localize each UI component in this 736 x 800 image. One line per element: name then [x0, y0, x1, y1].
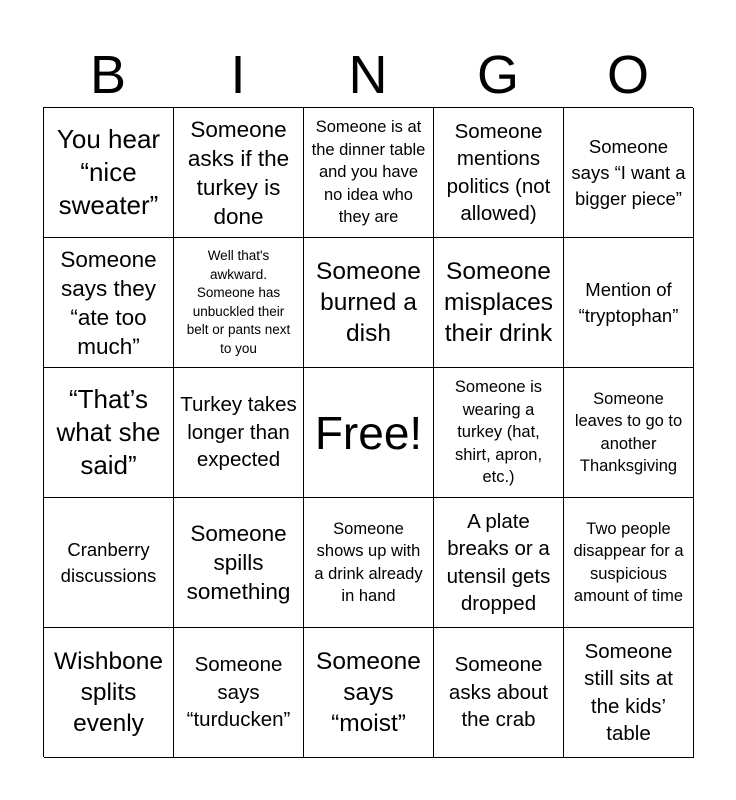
cell-text: Someone still sits at the kids’ table [584, 639, 673, 745]
header-letter-i: I [230, 45, 246, 105]
header-letter-g: G [476, 45, 519, 105]
bingo-header [43, 44, 693, 106]
cell-text: Someone says they “ate too much” [60, 246, 157, 359]
cell-text: Someone says “I want a bigger piece” [571, 135, 686, 209]
bingo-cell-r1-c5[interactable] [564, 108, 694, 238]
cell-text: Someone is at the dinner table and you have no idea who they are [311, 118, 426, 227]
cell-text: Cranberry discussions [60, 538, 157, 586]
bingo-cell-r1-c2[interactable] [174, 108, 304, 238]
cell-text: Someone asks if the turkey is done [187, 116, 290, 229]
bingo-cell-r2-c2[interactable] [174, 238, 304, 368]
bingo-grid [43, 107, 693, 757]
cell-text: Mention of “tryptophan” [578, 278, 679, 326]
cell-text: Someone spills something [186, 521, 291, 604]
bingo-cell-r3-c2[interactable] [174, 368, 304, 498]
bingo-cell-r2-c5[interactable] [564, 238, 694, 368]
cell-text: Someone asks about the crab [448, 653, 549, 732]
bingo-cell-r5-c1[interactable] [44, 628, 174, 758]
bingo-cell-r5-c5[interactable] [564, 628, 694, 758]
cell-text: Someone is wearing a turkey (hat, shirt, apron, etc.) [454, 378, 543, 487]
cell-text: Someone says “moist” [316, 648, 421, 737]
bingo-cell-r5-c4[interactable] [434, 628, 564, 758]
bingo-cell-r2-c4[interactable] [434, 238, 564, 368]
cell-text: Someone leaves to go to another Thanksgiving [574, 389, 683, 475]
header-letter-o: O [606, 45, 649, 105]
cell-text: Turkey takes longer than expected [180, 393, 297, 472]
bingo-cell-r3-c1[interactable] [44, 368, 174, 498]
bingo-cell-r1-c4[interactable] [434, 108, 564, 238]
cell-text: Two people disappear for a suspicious amount of time [573, 519, 684, 605]
bingo-cell-r2-c1[interactable] [44, 238, 174, 368]
cell-text: Someone misplaces their drink [444, 258, 553, 347]
bingo-cell-r5-c3[interactable] [304, 628, 434, 758]
bingo-cell-r4-c2[interactable] [174, 498, 304, 628]
bingo-cell-r4-c3[interactable] [304, 498, 434, 628]
cell-text: You hear “nice sweater” [56, 124, 161, 220]
bingo-cell-r3-c5[interactable] [564, 368, 694, 498]
cell-text: Well that's awkward. Someone has unbuckled their belt or pants next to you [186, 248, 291, 356]
bingo-cell-free[interactable] [304, 368, 434, 498]
header-letter-n: N [348, 45, 388, 105]
cell-text: Someone mentions politics (not allowed) [446, 119, 551, 225]
bingo-cell-r2-c3[interactable] [304, 238, 434, 368]
cell-text: Someone shows up with a drink already in hand [314, 519, 423, 605]
cell-text: “That’s what she said” [56, 384, 161, 480]
cell-text: A plate breaks or a utensil gets dropped [446, 509, 551, 615]
bingo-cell-r4-c1[interactable] [44, 498, 174, 628]
free-space-text: Free! [314, 406, 423, 459]
bingo-cell-r3-c4[interactable] [434, 368, 564, 498]
header-letter-b: B [89, 45, 127, 105]
bingo-cell-r4-c5[interactable] [564, 498, 694, 628]
bingo-cell-r1-c1[interactable] [44, 108, 174, 238]
bingo-cell-r5-c2[interactable] [174, 628, 304, 758]
bingo-cell-r1-c3[interactable] [304, 108, 434, 238]
cell-text: Someone says “turducken” [186, 653, 291, 732]
bingo-cell-r4-c4[interactable] [434, 498, 564, 628]
cell-text: Someone burned a dish [316, 258, 421, 347]
cell-text: Wishbone splits evenly [54, 648, 163, 737]
